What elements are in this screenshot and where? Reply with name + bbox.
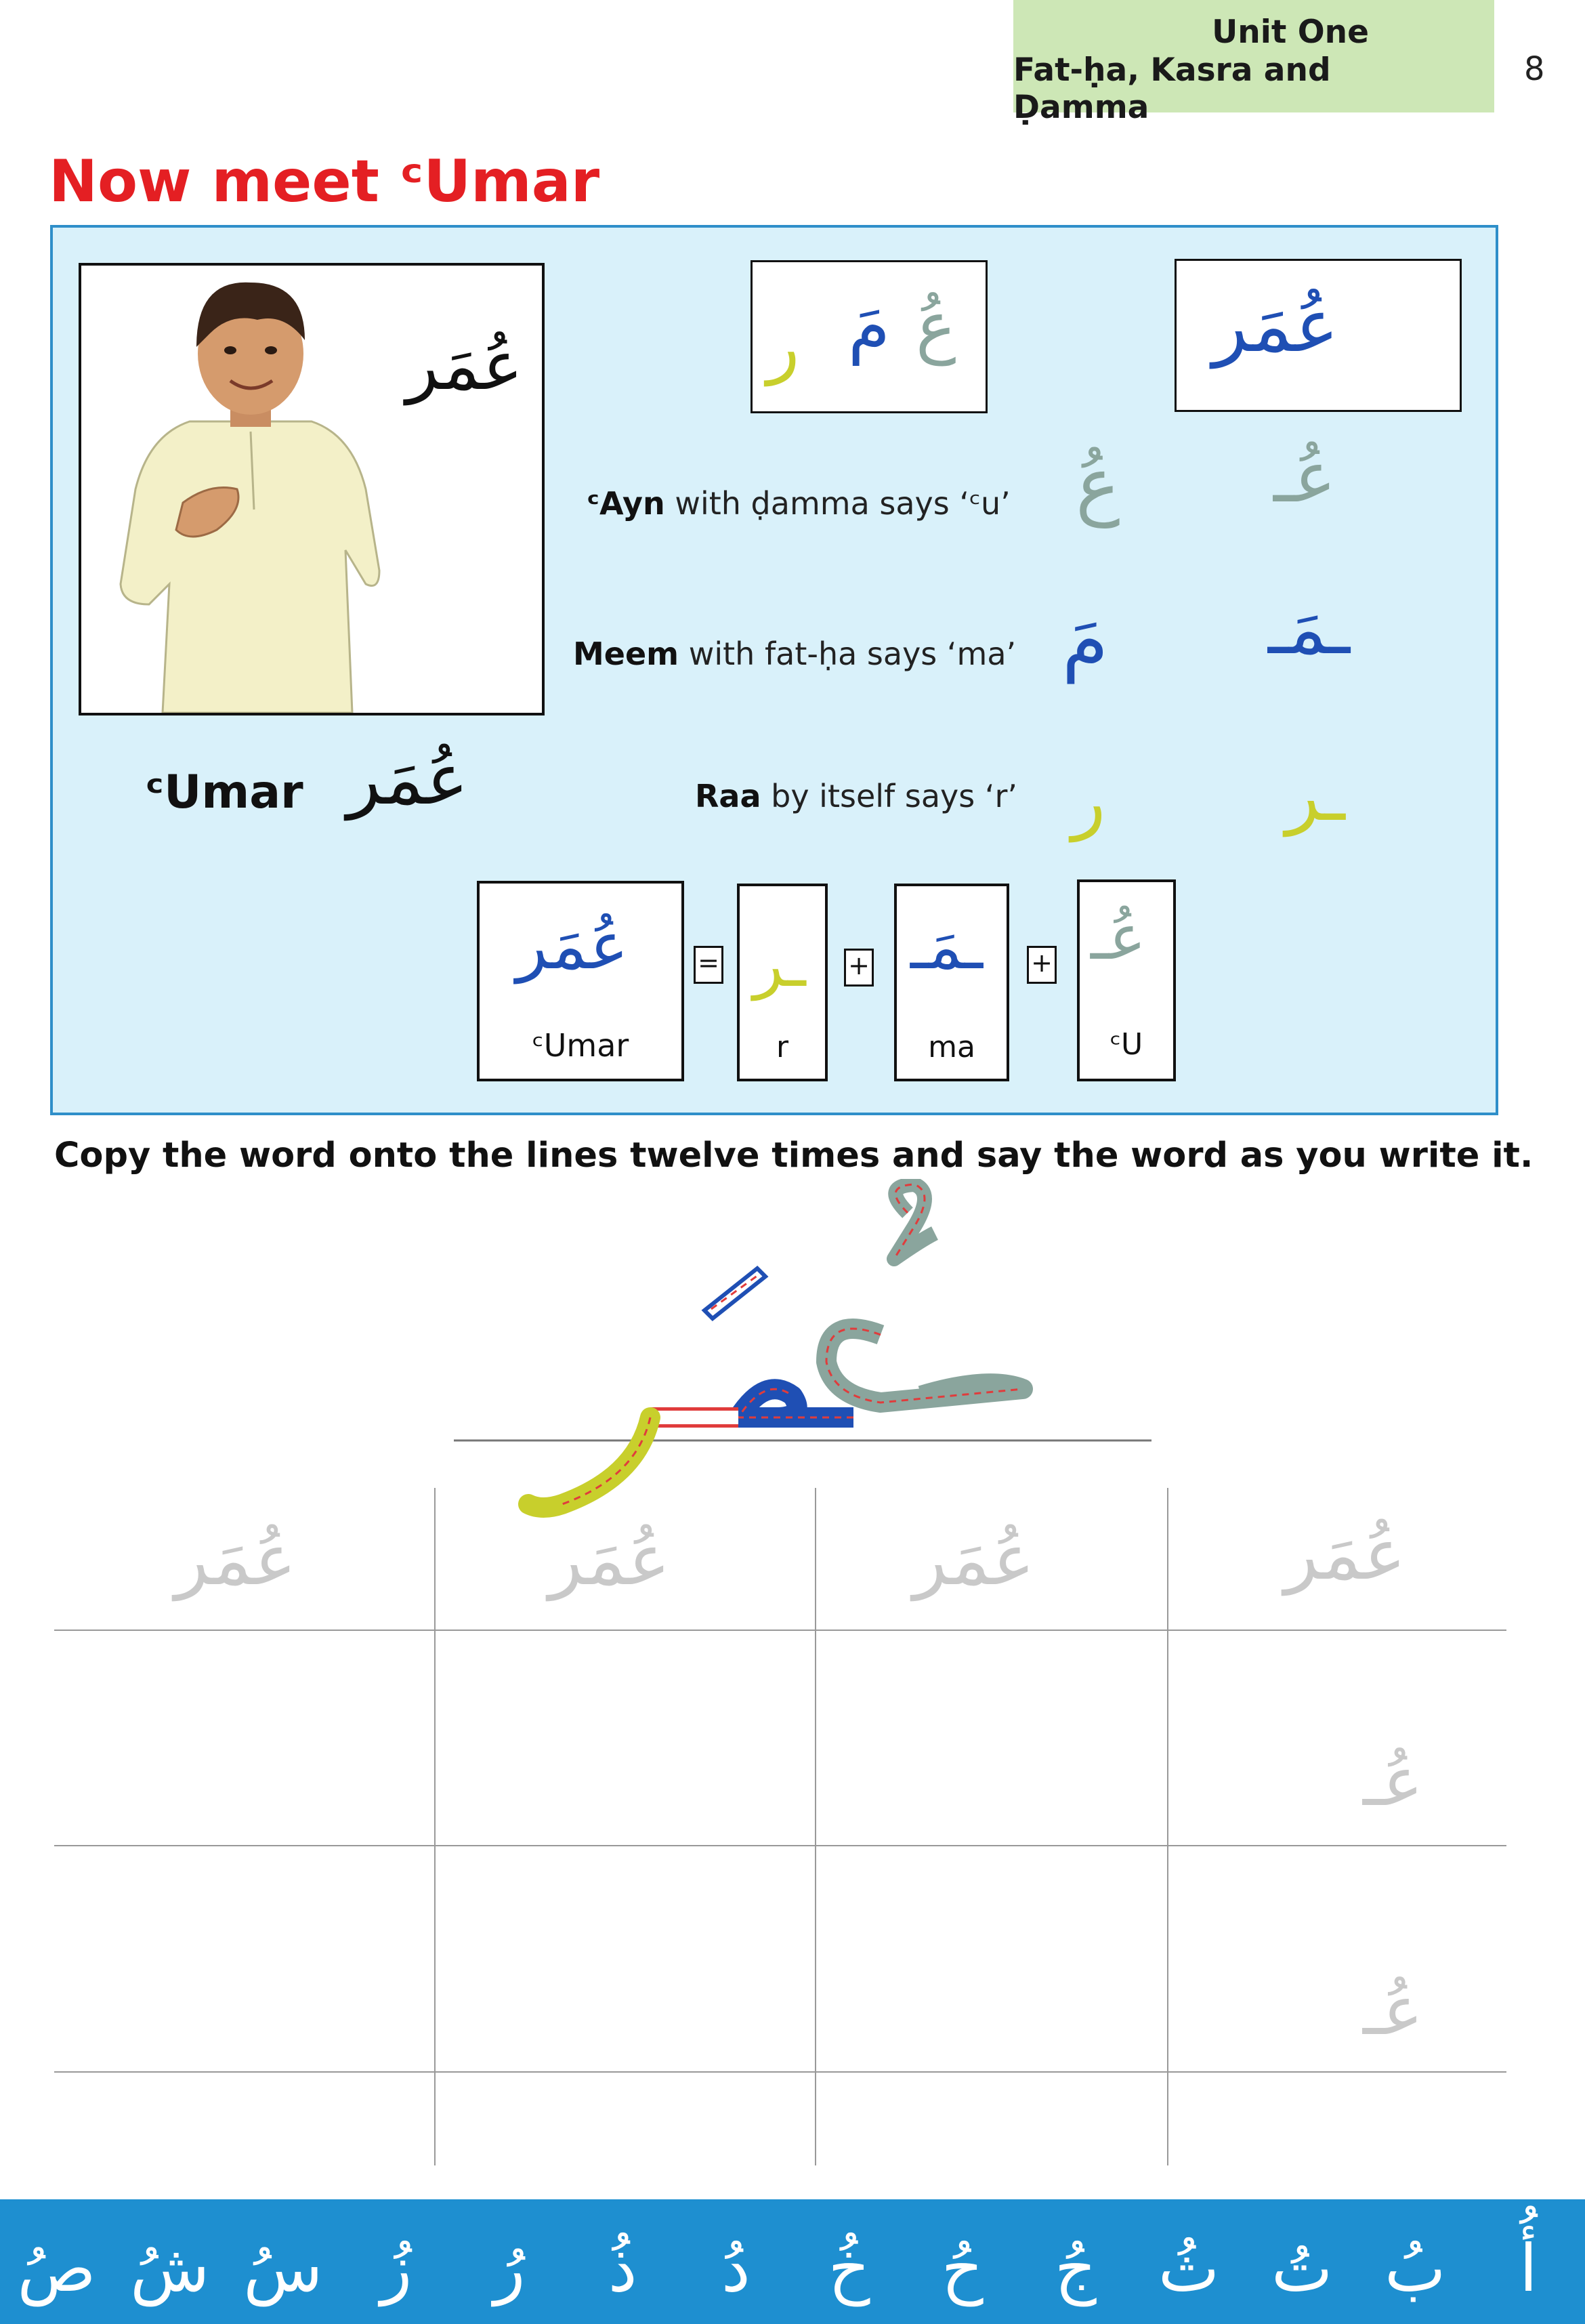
practice-word-3: عُمَر bbox=[913, 1518, 1035, 1601]
equation-part-ma-card bbox=[894, 884, 1009, 1081]
caption-name: ᶜUmar bbox=[145, 766, 303, 819]
alphabet-letter: زُ bbox=[380, 2230, 413, 2306]
tracing-model bbox=[447, 1179, 1165, 1531]
alphabet-letter: شُ bbox=[130, 2230, 210, 2306]
row-raa-joined: ـر bbox=[1286, 754, 1345, 837]
alphabet-letter: سُ bbox=[243, 2230, 323, 2306]
alphabet-letter: ذُ bbox=[608, 2230, 637, 2306]
alphabet-letter: ثُ bbox=[1158, 2230, 1220, 2306]
row-meem-joined: ـمَـ bbox=[1268, 587, 1351, 670]
alphabet-letter: دُ bbox=[721, 2230, 751, 2306]
equation-part-raa-card bbox=[737, 884, 828, 1081]
alphabet-letter: حُ bbox=[941, 2230, 984, 2306]
equation-word-label: ᶜUmar bbox=[532, 1027, 629, 1064]
equation-part-ma-arabic: ـمَـ bbox=[910, 911, 984, 983]
unit-label: Unit One bbox=[1212, 14, 1369, 51]
row-raa-letter: Raa bbox=[695, 778, 761, 814]
page-number: 8 bbox=[1524, 50, 1545, 88]
separate-letter-raa: ر bbox=[767, 307, 800, 386]
caption-word-arabic: عُمَر bbox=[347, 738, 469, 821]
copy-instruction: Copy the word onto the lines twelve times and say the word as you write it. bbox=[54, 1136, 1534, 1176]
row-meem-rest: with fat-ḥa says ‘ma’ bbox=[679, 636, 1017, 672]
equation-part-raa-label: r bbox=[776, 1030, 789, 1064]
row-ayn-joined: عُـ bbox=[1273, 436, 1336, 518]
tracing-fatha bbox=[704, 1268, 765, 1319]
row-meem-isolated: مَ bbox=[1062, 597, 1109, 684]
joined-word-arabic: عُمَر bbox=[1212, 284, 1339, 369]
row-meem-letter: Meem bbox=[573, 636, 679, 672]
boy-illustration bbox=[108, 266, 420, 713]
equation-part-u-card bbox=[1077, 879, 1176, 1081]
title-prefix: Now meet bbox=[49, 148, 400, 215]
unit-header-tab bbox=[1013, 0, 1494, 126]
row-raa-rest: by itself says ‘r’ bbox=[761, 778, 1017, 814]
practice-word-2: عُمَر bbox=[549, 1518, 671, 1601]
alphabet-letter: بُ bbox=[1385, 2230, 1446, 2306]
practice-word-1: عُمَر bbox=[175, 1518, 297, 1601]
tracing-ayn bbox=[826, 1329, 1023, 1403]
alphabet-letter: رُ bbox=[493, 2230, 526, 2306]
plus-sign-2: + bbox=[1027, 946, 1057, 984]
equation-part-u-arabic: عُـ bbox=[1091, 901, 1146, 974]
page-title bbox=[49, 148, 599, 215]
separate-letter-meem: مَ bbox=[848, 287, 890, 366]
alphabet-letter: جُ bbox=[1054, 2230, 1097, 2306]
practice-hint-row2: عُـ bbox=[1363, 1742, 1423, 1821]
alphabet-letter: صُ bbox=[17, 2230, 96, 2306]
equals-sign: = bbox=[694, 946, 723, 984]
row-ayn-isolated: عُ bbox=[1076, 441, 1120, 528]
tracing-damma bbox=[894, 1184, 935, 1259]
row-raa-text bbox=[695, 778, 1017, 814]
equation-part-u-label: ᶜU bbox=[1110, 1027, 1143, 1062]
equation-word-card bbox=[477, 881, 684, 1081]
practice-hint-row3: عُـ bbox=[1363, 1971, 1423, 2050]
row-raa-isolated: ر bbox=[1072, 760, 1106, 842]
equation-part-raa-arabic: ـر bbox=[753, 928, 806, 1001]
row-meem-text bbox=[573, 636, 1016, 672]
alphabet-letter: خُ bbox=[828, 2230, 870, 2306]
row-ayn-text bbox=[587, 485, 1011, 522]
title-name: ᶜUmar bbox=[399, 148, 600, 215]
alphabet-letter: تُ bbox=[1271, 2230, 1333, 2306]
portrait-card bbox=[79, 263, 545, 715]
practice-word-4: عُمَر bbox=[1284, 1513, 1406, 1596]
alphabet-letter: أُ bbox=[1519, 2230, 1538, 2306]
row-ayn-letter: ᶜAyn bbox=[587, 485, 665, 522]
separate-letter-ayn: عُ bbox=[916, 287, 956, 366]
row-ayn-rest: with ḍamma says ‘ᶜu’ bbox=[664, 485, 1011, 522]
portrait-word-arabic: عُمَر bbox=[406, 326, 523, 405]
equation-part-ma-label: ma bbox=[928, 1030, 975, 1064]
unit-title: Fat-ḥa, Kasra and Ḍamma bbox=[1013, 51, 1331, 126]
equation-word-arabic: عُمَر bbox=[516, 908, 629, 984]
plus-sign-1: + bbox=[844, 949, 874, 987]
